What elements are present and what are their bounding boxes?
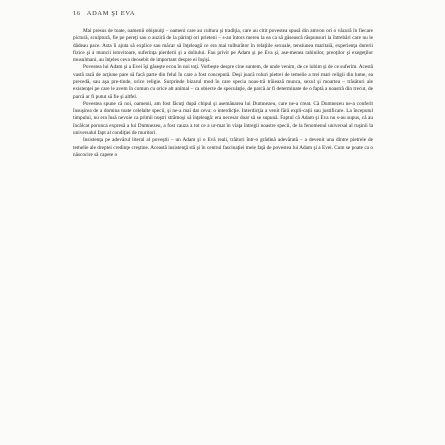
running-title: ADAM ŞI EVA bbox=[86, 10, 136, 17]
body-text bbox=[73, 28, 373, 159]
paragraph-4: Insistenţa pe adevărul literal al poveştii – un Adam şi o Evă reali, trăitori într-o grădină adevărată – a devenit una dintre pietrele de temelie ale dreptei credinţe creştine. Această insistenţă stă şi în centrul fascinaţiei mele faţă de povestea lui Adam şi a Evei. Cum se poate ca o născocire să capete o bbox=[73, 137, 373, 158]
paragraph-2: Povestea lui Adam şi a Evei îşi găseşte ecou în noi toţi. Vorbeşte despre cine suntem, de unde venim, de ce iubim şi de ce suferim. Acestă vastă rază de acţiune pare să facă parte din felul în care a fost concepută. Deşi joacă roluri pietrei de temelie a trei mari religii din lume, ea precedă, sau aşa pre-tinde, orice religie. Surprinde bizarul mod în care specia noas-tră trăiează munca, sexul şi moartea – trăsături ale existenţei pe care le avem în comun cu orice alt animal – ca obiecte de speculaţie, de parcă ar fi determinate de o faptă a noastră din trecut, de parcă ar fi putut să fie şi altfel. bbox=[73, 64, 373, 100]
running-head bbox=[73, 10, 135, 17]
page-number: 16 bbox=[73, 10, 81, 17]
paragraph-3: Povestea spune că noi, oamenii, am fost făcuţi după chipul şi asemănarea lui Dumnezeu, care ne-a creat. Că Dumnezeu ne-a conferit însuşirea de a domina toate celelalte specii, şi ne-a mai dat ceva: o interdicţie. Interdicţia a venit fără expli-caţii sau justificare. La începutul timpului, nu era însă nevoie ca primii noştri strămoşi să înţeleagă: era necesar doar să se supună. Faptul că Adam şi Eva nu s-au supus, că au încălcat porunca expresă a lui Dumnezeu, a fost cauza a tot ce a ur-mat în viaţa întregii noastre specii, de la fenomenul universal al ruşinii la universalul fapt al condiţiei de muritori. bbox=[73, 100, 373, 136]
paragraph-1: Mai presus de toate, oamenii obişnuiţi – oameni care au cultura şi tradiţia, care au citit povestea spusă din amvon ori o văzură în fiecare pictură, sculptură, fie pe pereţi sau o auziră de la părinţi ori prieteni – s-au întors mereu la ea ca să găsească răspunsuri la întrebări care nu le dădeau pace. Asta îi ajuta să explice sau măcar să înţeleagă ce era mai tulburător în relaţiile sexuale, tensiunea maritală, experienţa durerii fizice şi a muncii istovitoare, suferinţa pierderii şi a doliului. Fau privit pe Adam şi pe Eva şi, ase-menea rabinilor, preoţilor şi exegeţilor musulmani, au înţeles ceva deosebit de important despre ei înşişi. bbox=[73, 28, 373, 64]
